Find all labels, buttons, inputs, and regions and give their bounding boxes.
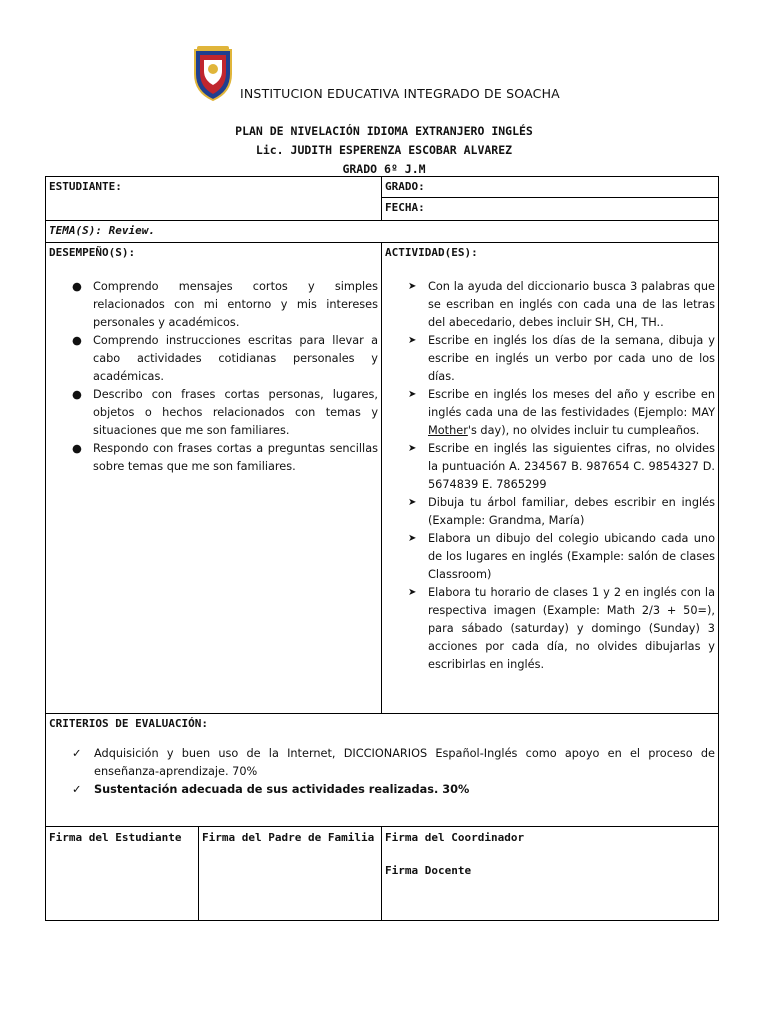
activity-item: ➤ Dibuja tu árbol familiar, debes escribir en inglés (Example: Grandma, María) (408, 496, 715, 527)
parent-signature-field[interactable] (198, 827, 381, 920)
date-field[interactable] (382, 198, 718, 220)
activities-label: ACTIVIDAD(ES): (385, 246, 478, 259)
arrow-icon: ➤ (408, 335, 417, 346)
grade-line: GRADO 6º J.M (342, 162, 426, 176)
activities-list (382, 278, 718, 674)
arrow-icon: ➤ (408, 281, 417, 292)
topic-label: TEMA(S): Review. (49, 224, 155, 237)
activity-item: ➤ Elabora un dibujo del colegio ubicando cada uno de los lugares en inglés (Example: salón de clases Classroom) (408, 532, 715, 581)
bullet-icon: ● (72, 388, 82, 401)
school-crest-logo (191, 44, 235, 102)
activities-column (381, 243, 718, 713)
student-label: ESTUDIANTE: (49, 180, 122, 193)
activity-item: ➤ Escribe en inglés las siguientes cifras, no olvides la puntuación A. 234567 B. 987654 C. 9854327 D. 5674839 E. 7865299 (408, 442, 715, 491)
performance-item: ● Comprendo instrucciones escritas para llevar a cabo actividades cotidianas personales y académicas. (72, 334, 378, 383)
signatures-row (46, 826, 718, 920)
teacher-name: Lic. JUDITH ESPERENZA ESCOBAR ALVAREZ (255, 143, 513, 157)
student-signature-label: Firma del Estudiante (49, 831, 182, 844)
performance-item: ● Respondo con frases cortas a preguntas sencillas sobre temas que me son familiares. (72, 442, 378, 473)
activity-item: ➤ Escribe en inglés los días de la semana, dibuja y escribe en inglés un verbo por cada uno de los días. (408, 334, 715, 383)
teacher-signature-label: Firma Docente (385, 864, 472, 877)
underlined-word: Mother (428, 424, 468, 437)
criteria-item: ✓ Sustentación adecuada de sus actividades realizadas. 30% (46, 781, 718, 799)
institution-name: INSTITUCION EDUCATIVA INTEGRADO DE SOACHA (240, 86, 560, 101)
arrow-icon: ➤ (408, 497, 417, 508)
criteria-item: ✓ Adquisición y buen uso de la Internet, DICCIONARIOS Español-Inglés como apoyo en el proceso de enseñanza-aprendizaje. 70% (72, 747, 715, 778)
activity-item: ➤ Elabora tu horario de clases 1 y 2 en inglés con la respectiva imagen (Example: Math 2/3 + 50=), para sábado (saturday) y domingo (Sunday) 3 acciones por cada día, no olvides dibujarlas y escribirlas en inglés. (408, 586, 715, 671)
bullet-icon: ● (72, 280, 82, 293)
performance-column (46, 243, 381, 713)
grade-field[interactable] (382, 177, 718, 198)
arrow-icon: ➤ (408, 533, 417, 544)
parent-signature-label: Firma del Padre de Familia (202, 831, 375, 844)
plan-title: PLAN DE NIVELACIÓN IDIOMA EXTRANJERO INGLÉS (235, 124, 533, 138)
activity-item: ➤ Escribe en inglés los meses del año y escribe en inglés cada una de las festividades (Ejemplo: MAY Mother's day), no olvides incluir tu cumpleaños. (408, 388, 715, 437)
student-signature-field[interactable] (46, 827, 198, 920)
checkmark-icon: ✓ (72, 747, 82, 760)
arrow-icon: ➤ (408, 443, 417, 454)
plan-table (45, 176, 719, 921)
arrow-icon: ➤ (408, 389, 417, 400)
performance-item: ● Comprendo mensajes cortos y simples relacionados con mi entorno y mis intereses personales y académicos. (72, 280, 378, 329)
performance-item: ● Describo con frases cortas personas, lugares, objetos o hechos relacionados con temas y situaciones que me son familiares. (72, 388, 378, 437)
bullet-icon: ● (72, 334, 82, 347)
performance-list (46, 278, 381, 476)
performance-label: DESEMPEÑO(S): (49, 246, 136, 259)
checkmark-icon: ✓ (72, 783, 82, 796)
date-label: FECHA: (385, 201, 425, 214)
arrow-icon: ➤ (408, 587, 417, 598)
grade-label: GRADO: (385, 180, 425, 193)
student-field[interactable] (46, 177, 381, 220)
coordinator-teacher-signature-field[interactable] (381, 827, 718, 920)
grade-date-group (381, 177, 718, 220)
activity-item: ➤ Con la ayuda del diccionario busca 3 palabras que se escriban en inglés con cada una de las letras del abecedario, debes incluir SH, CH, TH.. (408, 280, 715, 329)
criteria-list (46, 745, 718, 799)
document-titles (0, 122, 768, 179)
coordinator-signature-label: Firma del Coordinador (385, 831, 525, 844)
criteria-section (46, 714, 718, 826)
performance-activities-row (46, 242, 718, 713)
bullet-icon: ● (72, 442, 82, 455)
criteria-row (46, 713, 718, 826)
topic-row (46, 220, 718, 242)
student-row (46, 177, 718, 220)
criteria-label: CRITERIOS DE EVALUACIÓN: (49, 717, 208, 730)
